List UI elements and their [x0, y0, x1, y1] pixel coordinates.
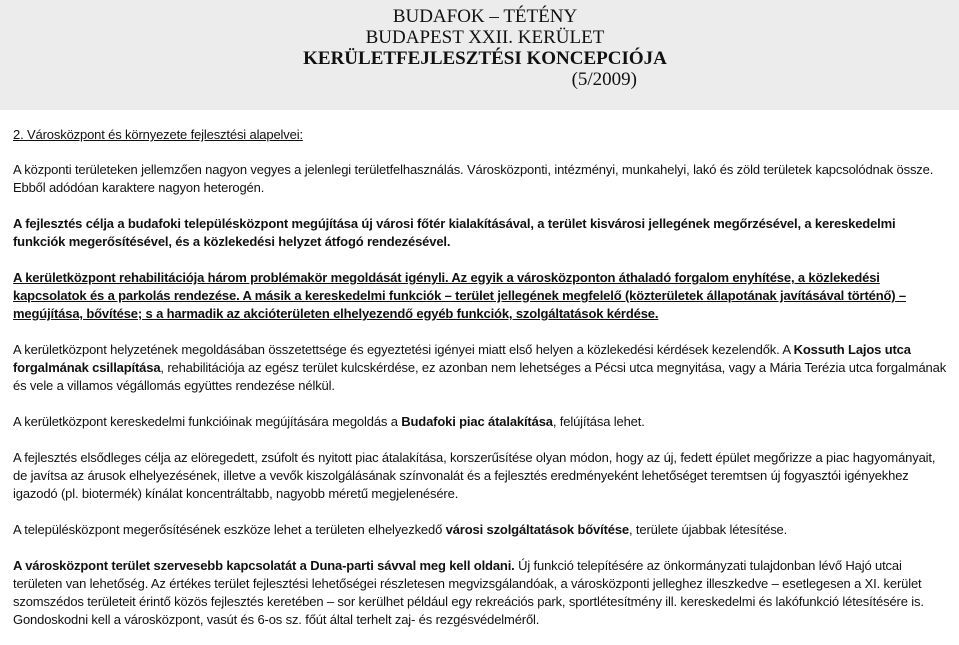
- paragraph-emphasis: Kossuth Lajos utca forgalmának csillapítása: [13, 342, 911, 375]
- paragraph-development-goal: A fejlesztés célja a budafoki településközpont megújítása új városi főtér kialakításával, a terület kisvárosi jellegének megőrzésével, a kereskedelmi funkciók megerősítésével, és a közlekedési helyzet átfogó rendezésével.: [13, 216, 896, 249]
- paragraph-text: A kerületközpont helyzetének megoldásában összetettsége és egyeztetési igényei miatt első helyen a közlekedési kérdések kezelendők. A: [13, 342, 794, 357]
- header-document-number: (5/2009): [571, 69, 637, 90]
- paragraph-market-renewal: [13, 413, 947, 431]
- header-document-title: KERÜLETFEJLESZTÉSI KONCEPCIÓJA: [303, 48, 667, 69]
- paragraph-land-use: A központi területeken jellemzően nagyon vegyes a jelenlegi területfelhasználás. Városközponti, intézményi, munkahelyi, lakó és zöld területek kapcsolódnak össze. Ebből adódóan karaktere nagyon heterogén.: [13, 162, 934, 195]
- paragraph-emphasis: városi szolgáltatások bővítése: [445, 522, 629, 537]
- section-title: 2. Városközpont és környezete fejlesztési alapelvei:: [13, 127, 303, 142]
- paragraph-market-goal: A fejlesztés elsődleges célja az elöregedett, zsúfolt és nyitott piac átalakítása, korszerűsítése olyan módon, hogy az új, fedett épület megőrizze a piac hagyományait, de javítsa az árusok elhelyezésének, illetve a vevők kiszolgálásának színvonalát és a fejlesztés eredményeként lehetőséget teremtsen új fogyasztói igényekhez igazodó (pl. biotermék) kínálat koncentráltabb, nagyobb méretű megjelenésére.: [13, 450, 936, 501]
- paragraph-services: [13, 521, 947, 539]
- header-title-block: [295, 6, 675, 90]
- paragraph-text: Új funkció telepítésére az önkormányzati tulajdonban lévő Hajó utcai területen van lehetőség. Az értékes terület fejlesztési lehetőségei részletesen megvizsgálandóak, a városközponti jelleghez illeszkedve – esetlegesen a XI. kerület szomszédos területeit érintő közös fejlesztés keretében – sor kerülhet például egy rekreációs park, sportlétesítmény ill. kereskedelmi és lakófunkció létesítésére is. Gondoskodni kell a városközpont, vasút és 6-os sz. főút által terhelt zaj- és rezgésvédelméről.: [13, 558, 924, 627]
- document-header: [0, 0, 959, 110]
- paragraph-text: , területe újabbak létesítése.: [629, 522, 788, 537]
- paragraph-emphasis: Budafoki piac átalakítása: [401, 414, 553, 429]
- document-body: [13, 126, 947, 629]
- paragraph-text: , rehabilitációja az egész terület kulcskérdése, ez azonban nem lehetséges a Pécsi utca megnyitása, vagy a Mária Terézia utca forgalmának és vele a villamos végállomás együttes rendezése nélkül.: [13, 360, 947, 393]
- header-district-name: BUDAFOK – TÉTÉNY: [392, 6, 578, 27]
- paragraph-text: A kerületközpont kereskedelmi funkcióinak megújítására megoldás a: [13, 414, 402, 429]
- paragraph-rehabilitation-problems: A kerületközpont rehabilitációja három problémakör megoldását igényli. Az egyik a városközponton áthaladó forgalom enyhítése, a közlekedési kapcsolatok és a parkolás rendezése. A másik a kereskedelmi funkciók – terület jellegének megfelelő (közterületek állapotának javításával történő) – megújítása, bővítése; s a harmadik az akcióterületen elhelyezendő egyéb funkciók, szolgáltatások kérdése.: [13, 270, 907, 321]
- paragraph-text: A településközpont megerősítésének eszköze lehet a területen elhelyezkedő: [13, 522, 446, 537]
- paragraph-danube-connection: [13, 557, 947, 629]
- paragraph-text: , felújítása lehet.: [552, 414, 645, 429]
- header-city-district: BUDAPEST XXII. KERÜLET: [365, 27, 605, 48]
- paragraph-emphasis: A városközpont terület szervesebb kapcsolatát a Duna-parti sávval meg kell oldani.: [13, 558, 515, 573]
- paragraph-traffic-issues: [13, 341, 947, 395]
